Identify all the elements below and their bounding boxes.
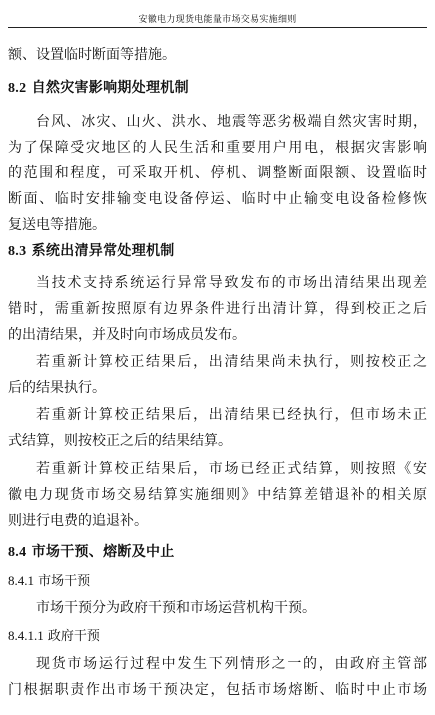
running-header: 安徽电力现货电能量市场交易实施细则 bbox=[138, 15, 297, 25]
section-title: 系统出清异常处理机制 bbox=[31, 243, 175, 259]
paragraph-line: 为了保障受灾地区的人民生活和重要用户用电，根据灾害影响 bbox=[8, 140, 427, 156]
section-title: 市场干预 bbox=[38, 574, 91, 589]
paragraph-line: 若重新计算校正结果后，出清结果尚未执行，则按校正之 bbox=[36, 354, 427, 370]
subsection-heading-8-4-1 bbox=[8, 572, 427, 591]
section-title: 政府干预 bbox=[47, 629, 100, 644]
paragraph-line: 的范围和程度，可采取开机、停机、调整断面限额、设置临时 bbox=[8, 165, 427, 181]
subsection-heading-8-4-1-1 bbox=[8, 627, 427, 646]
paragraph-line: 台风、冰灾、山火、洪水、地震等恶劣极端自然灾害时期， bbox=[36, 114, 427, 130]
paragraph-line: 错时，需重新按照原有边界条件进行出清计算，得到校正之后 bbox=[8, 301, 427, 317]
section-number: 8.4.1.1 bbox=[8, 628, 44, 643]
paragraph-line: 市场干预分为政府干预和市场运营机构干预。 bbox=[36, 600, 316, 616]
paragraph-line: 当技术支持系统运行异常导致发布的市场出清结果出现差 bbox=[36, 275, 427, 291]
section-number: 8.4.1 bbox=[8, 573, 34, 588]
paragraph-line: 若重新计算校正结果后，出清结果已经执行，但市场未正 bbox=[36, 407, 427, 423]
paragraph-line: 式结算，则按校正之后的结果结算。 bbox=[8, 433, 232, 449]
paragraph-line: 额、设置临时断面等措施。 bbox=[8, 47, 176, 63]
section-heading-8-2 bbox=[8, 79, 427, 98]
paragraph-line: 徽电力现货市场交易结算实施细则》中结算差错退补的相关原 bbox=[8, 487, 427, 503]
paragraph-line: 则进行电费的追退补。 bbox=[8, 513, 148, 529]
paragraph-line: 复送电等措施。 bbox=[8, 217, 106, 233]
section-heading-8-3 bbox=[8, 242, 427, 261]
section-number: 8.4 bbox=[8, 545, 27, 560]
paragraph-line: 若重新计算校正结果后，市场已经正式结算，则按照《安 bbox=[36, 461, 427, 477]
paragraph-line: 现货市场运行过程中发生下列情形之一的，由政府主管部 bbox=[36, 656, 427, 672]
paragraph-line: 的出清结果，并及时向市场成员发布。 bbox=[8, 327, 246, 343]
paragraph-line: 后的结果执行。 bbox=[8, 380, 106, 396]
header-divider bbox=[8, 27, 427, 28]
section-title: 自然灾害影响期处理机制 bbox=[31, 80, 189, 96]
paragraph-line: 门根据职责作出市场干预决定，包括市场熔断、临时中止市场 bbox=[8, 682, 427, 698]
section-number: 8.3 bbox=[8, 244, 27, 259]
paragraph-line: 断面、临时安排输变电设备停运、临时中止输变电设备检修恢 bbox=[8, 191, 427, 207]
section-title: 市场干预、熔断及中止 bbox=[31, 544, 175, 560]
section-number: 8.2 bbox=[8, 81, 27, 96]
section-heading-8-4 bbox=[8, 543, 427, 562]
